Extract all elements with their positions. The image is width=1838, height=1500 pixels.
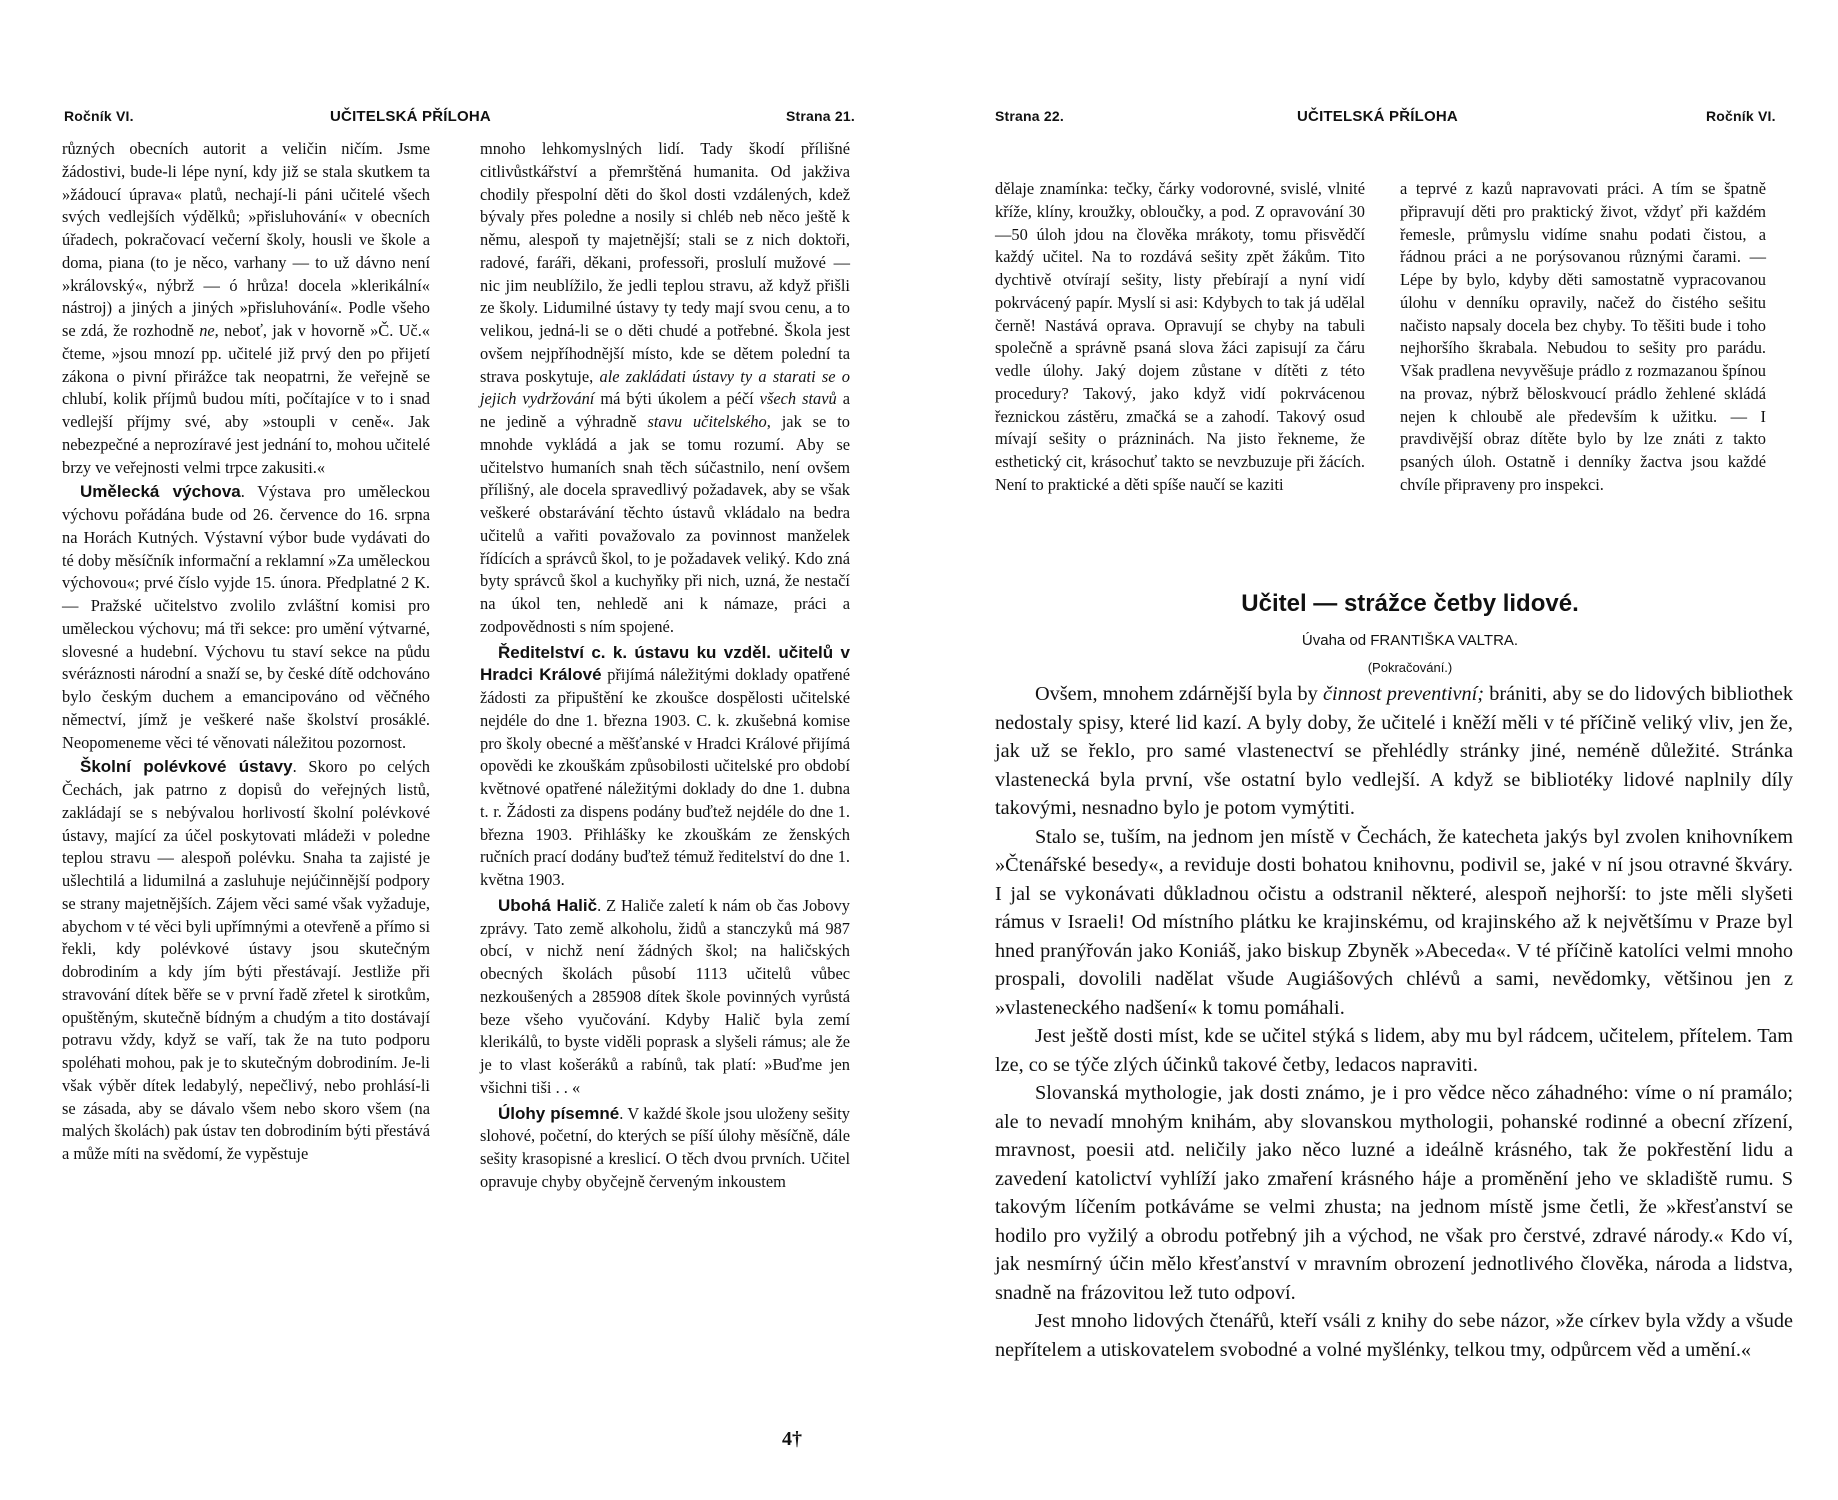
section-heading: Ředitelství c. k. ústavu ku vzděl. učitelů v Hradci Králové [480, 642, 850, 685]
article-title: Učitel — strážce četby lidové. [1241, 590, 1579, 617]
section-galicia: Ubohá Halič. Z Haliče zaletí k nám ob čas Jobovy zprávy. Tato země alkoholu, židů a stanczyků má 987 obcí, v nichž není žádných škol; na haličských obecných školách působí 1113 učitelů vůbec nezkoušených a 285908 dítek škole povinných vyrůstá beze všeho vyučování. Kdyby Halič byla zemí klerikálů, to byste viděli poprask a slyšeli rámus; ale že je to vlast košeráků a rabínů, tak platí: »Buďme jen všichni tiši . . « [480, 895, 850, 1097]
section-heading: Ubohá Halič [498, 895, 598, 915]
left-column-2 [480, 138, 850, 1194]
right-column-1 [995, 178, 1365, 497]
page-header-title: UČITELSKÁ PŘÍLOHA [330, 108, 491, 125]
article-paragraph: Jest mnoho lidových čtenářů, kteří vsáli z knihy do sebe názor, »že církev byla vždy a všude nepřítelem a utiskovatelem svobodné a volné myšlénky, telkou tmy, odpůrcem věd a umění.« [995, 1310, 1793, 1361]
article-paragraph: Jest ještě dosti míst, kde se učitel stýká s lidem, aby mu byl rádcem, učitelem, přítelem. Tam lze, co se týče zlých účinků takové četby, ledacos napraviti. [995, 1025, 1793, 1076]
intro-paragraph: různých obecních autorit a veličin ničím. Jsme žádostivi, bude-li lépe nyní, kdy již se stala skutkem ta »žádoucí úprava« platů, nechají-li páni učitelé všech svých vedlejších výdělků; »přisluhování« v obecních úřadech, pokračovací večerní školy, housli ve škole a doma, piana (to je něco, varhany — to už dávno není »královský«, nýbrž — ó hrůza! docela »klerikální« nástroj) a jiných a jiných »přisluhování«. Podle všeho se zdá, že rozhodně ne, neboť, jak v hovorně »Č. Uč.« čteme, »jsou mnozí pp. učitelé již prvý den po přijetí zákona o pivní přirážce tak neopatrni, že veřejně se chlubí, kolik příjmů budou míti, počítajíce v to i snad vedlejší příjmy své, aby »stoupli v ceně«. Jak nebezpečné a neprozíravé jest jednání to, mohou učitelé brzy ve veřejnosti velmi trpce zakusiti.« [62, 139, 430, 477]
section-heading: Umělecká výchova [80, 482, 241, 502]
article-paragraph: Slovanská mythologie, jak dosti známo, je i pro vědce něco záhadného: víme o ní pramálo; ale to nevadí mnohým knihám, aby slovanskou mythologii, pohanské rodinné a obecní zřízení, mravnost, poesii atd. neličily jako něco luzné a ideálně krásného, tak že pokřestění lidu a zavedení katolictví vyhlíží jako zmaření krásného háje a proměnění jeho ve skladiště rumu. S takovým líčením potkáváme se velmi zhusta; na jednom místě jsme četli, že »křesťanství se hodilo pro vyžilý a obrodu potřebný jih a východ, ne však pro čerstvé, zdravé národy.« Kdo ví, jak nesmírný účin mělo křesťanství v mravním obrození jednotlivého člověka, národa a lidstva, snadně na frázovitou lež tuto odpoví. [995, 1082, 1793, 1304]
page-header-page-number-right: Strana 22. [995, 108, 1064, 124]
page-header-volume: Ročník VI. [64, 108, 134, 124]
article-paragraph: Ovšem, mnohem zdárnější byla by činnost preventivní; brániti, aby se do lidových bibliothek nedostaly spisy, které lid kazí. A byly doby, že učitelé i kněží měli v té příčině veliký vliv, jen že, jak už se řeklo, pro samé vlastenectví se přehlédly stránky jiné, neméně důležité. Stránka vlastenecká byla první, vše ostatní bylo vedlejší. A když se bibliotéky lidové naplnily díly takovými, nesnadno bylo je potom vymýtiti. [995, 683, 1793, 819]
article-body [995, 680, 1793, 1364]
section-directorate: Ředitelství c. k. ústavu ku vzděl. učitelů v Hradci Králové přijímá náležitými doklady opatřené žádosti za připuštění ke zkoušce dospělosti učitelské nejdéle do dne 1. března 1903. C. k. zkušebná komise pro školy obecné a měšťanské v Hradci Králové přijímá opovědi ke zkouškám způsobilosti učitelské pro období květnové opatřené náležitými doklady do dne 1. dubna t. r. Žádosti za dispens podány buďtež nejdéle do dne 1. března 1903. Přihlášky ke zkouškám ze ženských ručních prací dodány buďtež témuž ředitelství do dne 1. května 1903. [480, 642, 851, 889]
left-column-1 [62, 138, 430, 1166]
section-heading: Úlohy písemné [498, 1103, 620, 1123]
page-header-title-right: UČITELSKÁ PŘÍLOHA [1297, 108, 1458, 125]
article-byline: Úvaha od FRANTIŠKA VALTRA. [1301, 632, 1519, 649]
section-soup-institutions: Školní polévkové ústavy. Skoro po celých Čechách, jak patrno z dopisů do veřejných listů, zakládají se s nebývalou horlivostí školní polévkové ústavy, mající za účel poskytovati mládeži v poledne teplou stravu — alespoň polévku. Snaha ta zajisté je ušlechtilá a lidumilná a zasluhuje nejúčinnější podpory se strany majetnějších. Zájem věci samé však vyžaduje, abychom v té věci byli upřímnými a otevřeně a přímo si řekli, kdy polévkové ústavy jsou skutečným dobrodiním a kdy jím býti přestávají. Jestliže při stravování dítek běře se v první řadě zřetel k sirotkům, opuštěným, skutečně bídným a chudým a tito dostávají potravu vždy, když se vaří, tak že na tuto podporu spoléhati mohou, pak je to skutečným dobrodiním. Je-li však výběr dítek ledabylý, nepečlivý, nebo prohlásí-li se zásada, aby se dávalo všem nebo skoro všem (na malých školách) pak ústav ten dobrodiním býti přestává a může míti na svědomí, že vypěstuje [62, 757, 430, 1163]
article-paragraph: Stalo se, tuším, na jednom jen místě v Čechách, že katecheta jakýs byl zvolen knihovníkem »Čtenářské besedy«, a reviduje dosti bohatou knihovnu, podivil se, jaké v ní jsou otravné škváry. I jal se vykonávati důkladnou očistu a odstranil některé, alespoň nejhorší: to jste měli slyšeti rámus v Israeli! Od místního plátku ke krajinskému, od krajinského až k největšímu v Praze byl hned pranýřován jako Koniáš, jako biskup Zbyněk »Abeceda«. V té příčině katolíci velmi mnoho prospali, dovolili nadělat všude Augiášových chlévů a sami, nevědomky, většinou jen z »vlasteneckého nadšení« k tomu pomáhali. [995, 825, 1793, 1019]
soup-continued-paragraph: mnoho lehkomyslných lidí. Tady škodí přílišné citlivůstkářství a přemrštěná humanita. Od jakživa chodily přespolní děti do škol dosti vzdálených, kdež bývaly přes poledne a nosily si chléb neb něco ještě k němu, alespoň ty majetnější; stali se z nich doktoři, radové, faráři, děkani, professoři, proslulí mužové — nic jim neublížilo, že jedli teplou stravu, až když přišli ze školy. Lidumilné ústavy ty tedy mají svou cenu, a to velikou, jedná-li se o děti chudé a potřebné. Škola jest ovšem nejpříhodnější místo, kde se dětem polední ta strava poskytuje, ale zakládati ústavy ty a starati se o jejich vydržování má býti úkolem a péčí všech stavů a ne jedině a výhradně stavu učitelského, jak se to mnohde vykládá a jak se tomu rozumí. Aby se učitelstvo humaních snah těch súčastnilo, není ovšem přílišný, ale docela spravedlivý požadavek, aby se však veškeré obstarávání těchto ústavů vkládalo na bedra učitelů a vařiti považovalo za povinnost manželek řídících a správců škol, to je požadavek veliký. Kdo zná byty správců škol a kuchyňky při nich, uzná, že nestačí na úkol ten, nehledě ani k námaze, práci a zodpovědnosti s ním spojené. [480, 139, 850, 636]
page-header-page-number: Strana 21. [786, 108, 855, 124]
page-header-volume-right: Ročník VI. [1706, 108, 1776, 124]
assignments-continued-paragraph: dělaje znamínka: tečky, čárky vodorovné, svislé, vlnité kříže, klíny, kroužky, obloučky, a pod. Z opravování 30—50 úloh jdou na člověka mrákoty, tomu přisvědčí každý učitel. Na to rozdává sešity zpět žákům. Tito dychtivě otvírají sešity, listy přebírají a nyní vidí pokrvácený papír. Myslí si asi: Kdybych to tak já udělal černě! Nastává oprava. Opravují se chyby na tabuli společně a správně psaná slova žáci zapisují za čáru vedle úlohy. Jaký dojem zůstane v dítěti z této procedury? Takový, jako když vidí pokrvácenou řeznickou zástěru, zmačká se a zahodí. Takový osud mívají sešity o prázninách. Na jisto řekneme, že esthetický cit, krásochuť takto se nevzbuzuje při žácích. Není to praktické a děti spíše naučí se kaziti [995, 179, 1365, 494]
section-art-education: Umělecká výchova. Výstava pro uměleckou výchovu pořádána bude od 26. července do 16. srpna na Horách Kutných. Výstavní výbor bude vydávati do té doby měsíčník informační a reklamní »Za uměleckou výchovou«; prvé číslo vyjde 15. února. Předplatné 2 K. — Pražské učitelstvo zvolilo zvláštní komisi pro uměleckou výchovu; má tři sekce: pro umění výtvarné, slovesné a hudební. Výchovu tu staví sekce na půdu svéráznosti národní a snaží se, by české dítě odchováno bylo českým duchem a emancipováno od věčného němectví, jímž je veškeré naše školství prosáklé. Neopomeneme věci té věnovati náležitou pozornost. [62, 482, 431, 752]
signature-mark: 4† [782, 1428, 802, 1450]
article-continued-note: (Pokračování.) [1367, 660, 1453, 675]
right-column-2 [1400, 178, 1766, 497]
assignments-conclusion-paragraph: a teprvé z kazů napravovati práci. A tím se špatně připravují děti pro praktický život, vždyť při každém řemesle, průmyslu vidíme snahu podati čistou, a řádnou práci a ne porýsovanou různými čarami. — Lépe by bylo, kdyby děti samostatně vypracovanou úlohu v denníku opravily, načež do čistého sešitu načisto napsaly docela bez chyby. To těšiti bude i toho nejhoršího škrabala. Nebudou to sešity pro parádu. Však pradlena nevyvěšuje prádlo z rozmazanou špínou na provaz, nýbrž běloskvoucí prádlo žehlené skládá nejen k chloubě ale především k užitku. — I pravdivější obraz dítěte bylo by lze znáti z takto psaných úloh. Ostatně i denníky žactva jsou každé chvíle připraveny pro inspekci. [1400, 179, 1766, 494]
section-heading: Školní polévkové ústavy [80, 757, 293, 777]
section-written-assignments: Úlohy písemné. V každé škole jsou uloženy sešity slohové, početní, do kterých se píší úlohy měsíčně, dále sešity krasopisné a kreslicí. O těch dvou prvních. Učitel opravuje chyby obyčejně červeným inkoustem [480, 1103, 850, 1191]
